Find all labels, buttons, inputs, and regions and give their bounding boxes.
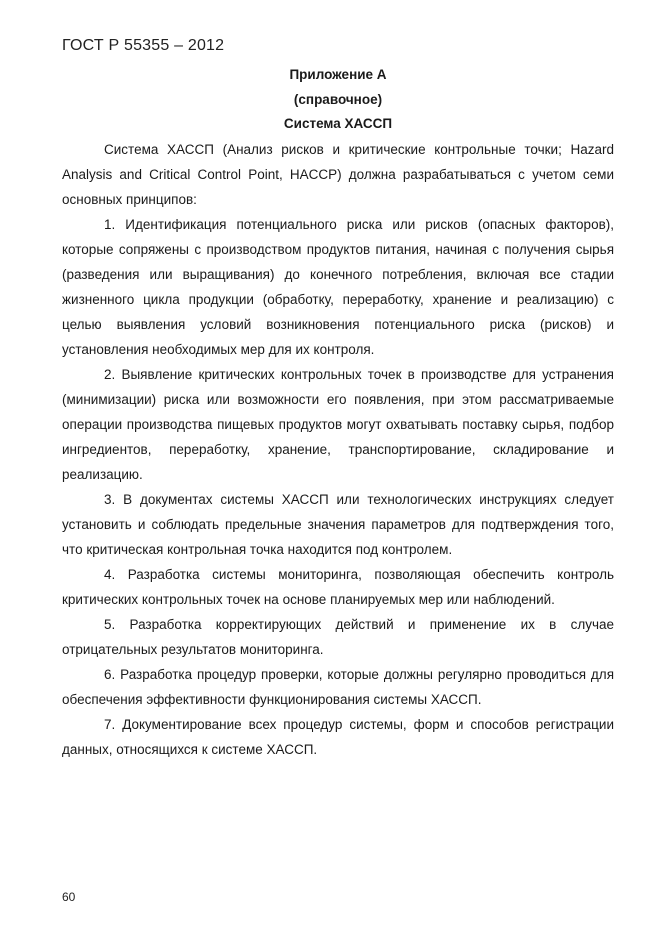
document-body: [62, 137, 614, 762]
principle-item: 7. Документирование всех процедур системы, форм и способов регистрации данных, относящихся к системе ХАССП.: [62, 717, 614, 757]
section-heading: Система ХАССП: [283, 116, 393, 131]
principle-item: 4. Разработка системы мониторинга, позволяющая обеспечить контроль критических контрольных точек на основе планируемых мер или наблюдений.: [62, 567, 614, 607]
appendix-titles: [62, 63, 614, 137]
principle-item: 2. Выявление критических контрольных точек в производстве для устранения (минимизации) риска или возможности его появления, при этом рассматриваемые операции производства пищевых продуктов могут охватывать поставку сырья, подбор ингредиентов, переработку, хранение, транспортирование, складирование и реализацию.: [62, 367, 614, 482]
intro-paragraph: Система ХАССП (Анализ рисков и критические контрольные точки; Hazard Analysis and Critical Control Point, HACCP) должна разрабатываться с учетом семи основных принципов:: [62, 142, 614, 207]
principle-item: 5. Разработка корректирующих действий и применение их в случае отрицательных результатов мониторинга.: [62, 617, 614, 657]
appendix-title: Приложение А: [289, 67, 387, 82]
document-standard-header: ГОСТ Р 55355 – 2012: [62, 37, 225, 54]
principle-item: 1. Идентификация потенциального риска или рисков (опасных факторов), которые сопряжены с производством продуктов питания, начиная с получения сырья (разведения или выращивания) до конечного потребления, включая все стадии жизненного цикла продукции (обработку, переработку, хранение и реализацию) с целью выявления условий возникновения потенциального риска (рисков) и установления необходимых мер для их контроля.: [62, 217, 614, 357]
principle-item: 3. В документах системы ХАССП или технологических инструкциях следует установить и соблюдать предельные значения параметров для подтверждения того, что критическая контрольная точка находится под контролем.: [62, 492, 614, 557]
appendix-subtitle: (справочное): [293, 91, 383, 107]
principle-item: 6. Разработка процедур проверки, которые должны регулярно проводиться для обеспечения эффективности функционирования системы ХАССП.: [62, 667, 614, 707]
page-number: 60: [62, 890, 76, 904]
